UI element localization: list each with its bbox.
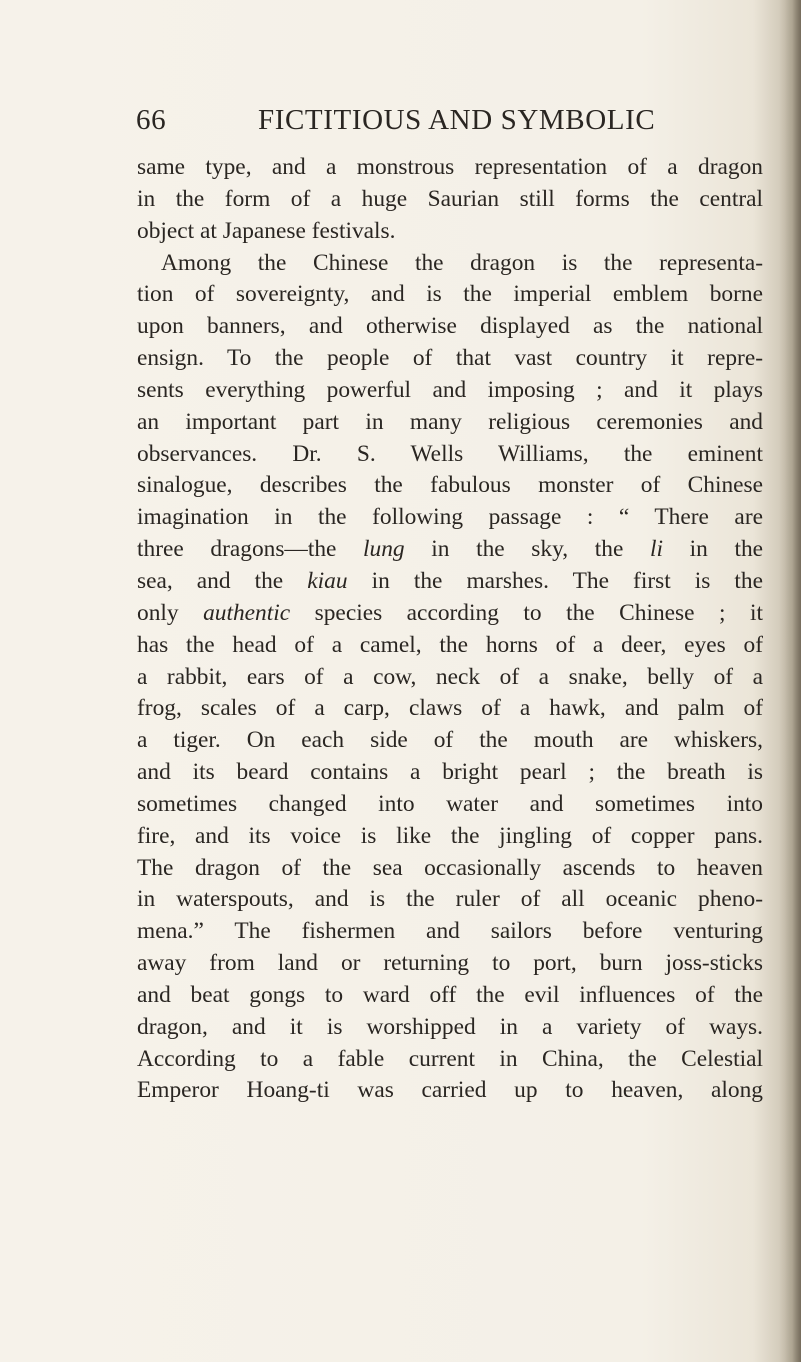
italic-term: lung <box>363 536 405 563</box>
text-line: a tiger. On each side of the mouth are whiskers, <box>137 727 763 754</box>
running-title: FICTITIOUS AND SYMBOLIC <box>258 104 656 136</box>
text-line: sinalogue, describes the fabulous monster of Chinese <box>137 472 763 499</box>
text-line: imagination in the following passage : “ There are <box>137 504 763 531</box>
page-number: 66 <box>136 104 167 136</box>
text-line: sea, and the kiau in the marshes. The first is the <box>137 567 763 594</box>
running-header <box>136 104 736 144</box>
text-line: object at Japanese festivals. <box>137 217 396 244</box>
text-line: frog, scales of a carp, claws of a hawk, and palm of <box>137 695 763 722</box>
text-line: has the head of a camel, the horns of a deer, eyes of <box>137 631 763 658</box>
text-line: in waterspouts, and is the ruler of all oceanic pheno- <box>137 886 763 913</box>
text-line: According to a fable current in China, the Celestial <box>137 1045 763 1072</box>
text-line: and its beard contains a bright pearl ; the breath is <box>137 759 763 786</box>
text-line: The dragon of the sea occasionally ascends to heaven <box>137 854 763 881</box>
text-line: away from land or returning to port, burn joss-sticks <box>137 950 763 977</box>
text-line: sometimes changed into water and sometimes into <box>137 790 763 817</box>
text-line: Among the Chinese the dragon is the representa- <box>161 249 763 276</box>
text-line: dragon, and it is worshipped in a variety of ways. <box>137 1013 763 1040</box>
text-line: an important part in many religious ceremonies and <box>137 408 763 435</box>
text-line: sents everything powerful and imposing ; and it plays <box>137 376 763 403</box>
text-line: ensign. To the people of that vast country it repre- <box>137 345 763 372</box>
text-line: Emperor Hoang-ti was carried up to heaven, along <box>137 1077 763 1104</box>
body-text <box>137 152 763 1107</box>
text-line: same type, and a monstrous representation of a dragon <box>137 154 763 180</box>
text-line: tion of sovereignty, and is the imperial emblem borne <box>137 281 763 308</box>
text-line: only authentic species according to the Chinese ; it <box>137 599 763 626</box>
italic-term: kiau <box>307 567 348 594</box>
text-line: fire, and its voice is like the jingling of copper pans. <box>137 822 763 849</box>
text-line: three dragons—the lung in the sky, the li in the <box>137 536 763 563</box>
text-line: in the form of a huge Saurian still forms the central <box>137 185 763 212</box>
text-line: observances. Dr. S. Wells Williams, the eminent <box>137 440 763 467</box>
text-line: mena.” The fishermen and sailors before venturing <box>137 918 763 945</box>
page-edge-shadow <box>779 0 801 1362</box>
italic-term: li <box>649 536 663 563</box>
text-line: a rabbit, ears of a cow, neck of a snake, belly of a <box>137 663 763 690</box>
italic-term: authentic <box>203 599 291 626</box>
text-line: upon banners, and otherwise displayed as the national <box>137 313 763 340</box>
text-line: and beat gongs to ward off the evil influences of the <box>137 981 763 1008</box>
